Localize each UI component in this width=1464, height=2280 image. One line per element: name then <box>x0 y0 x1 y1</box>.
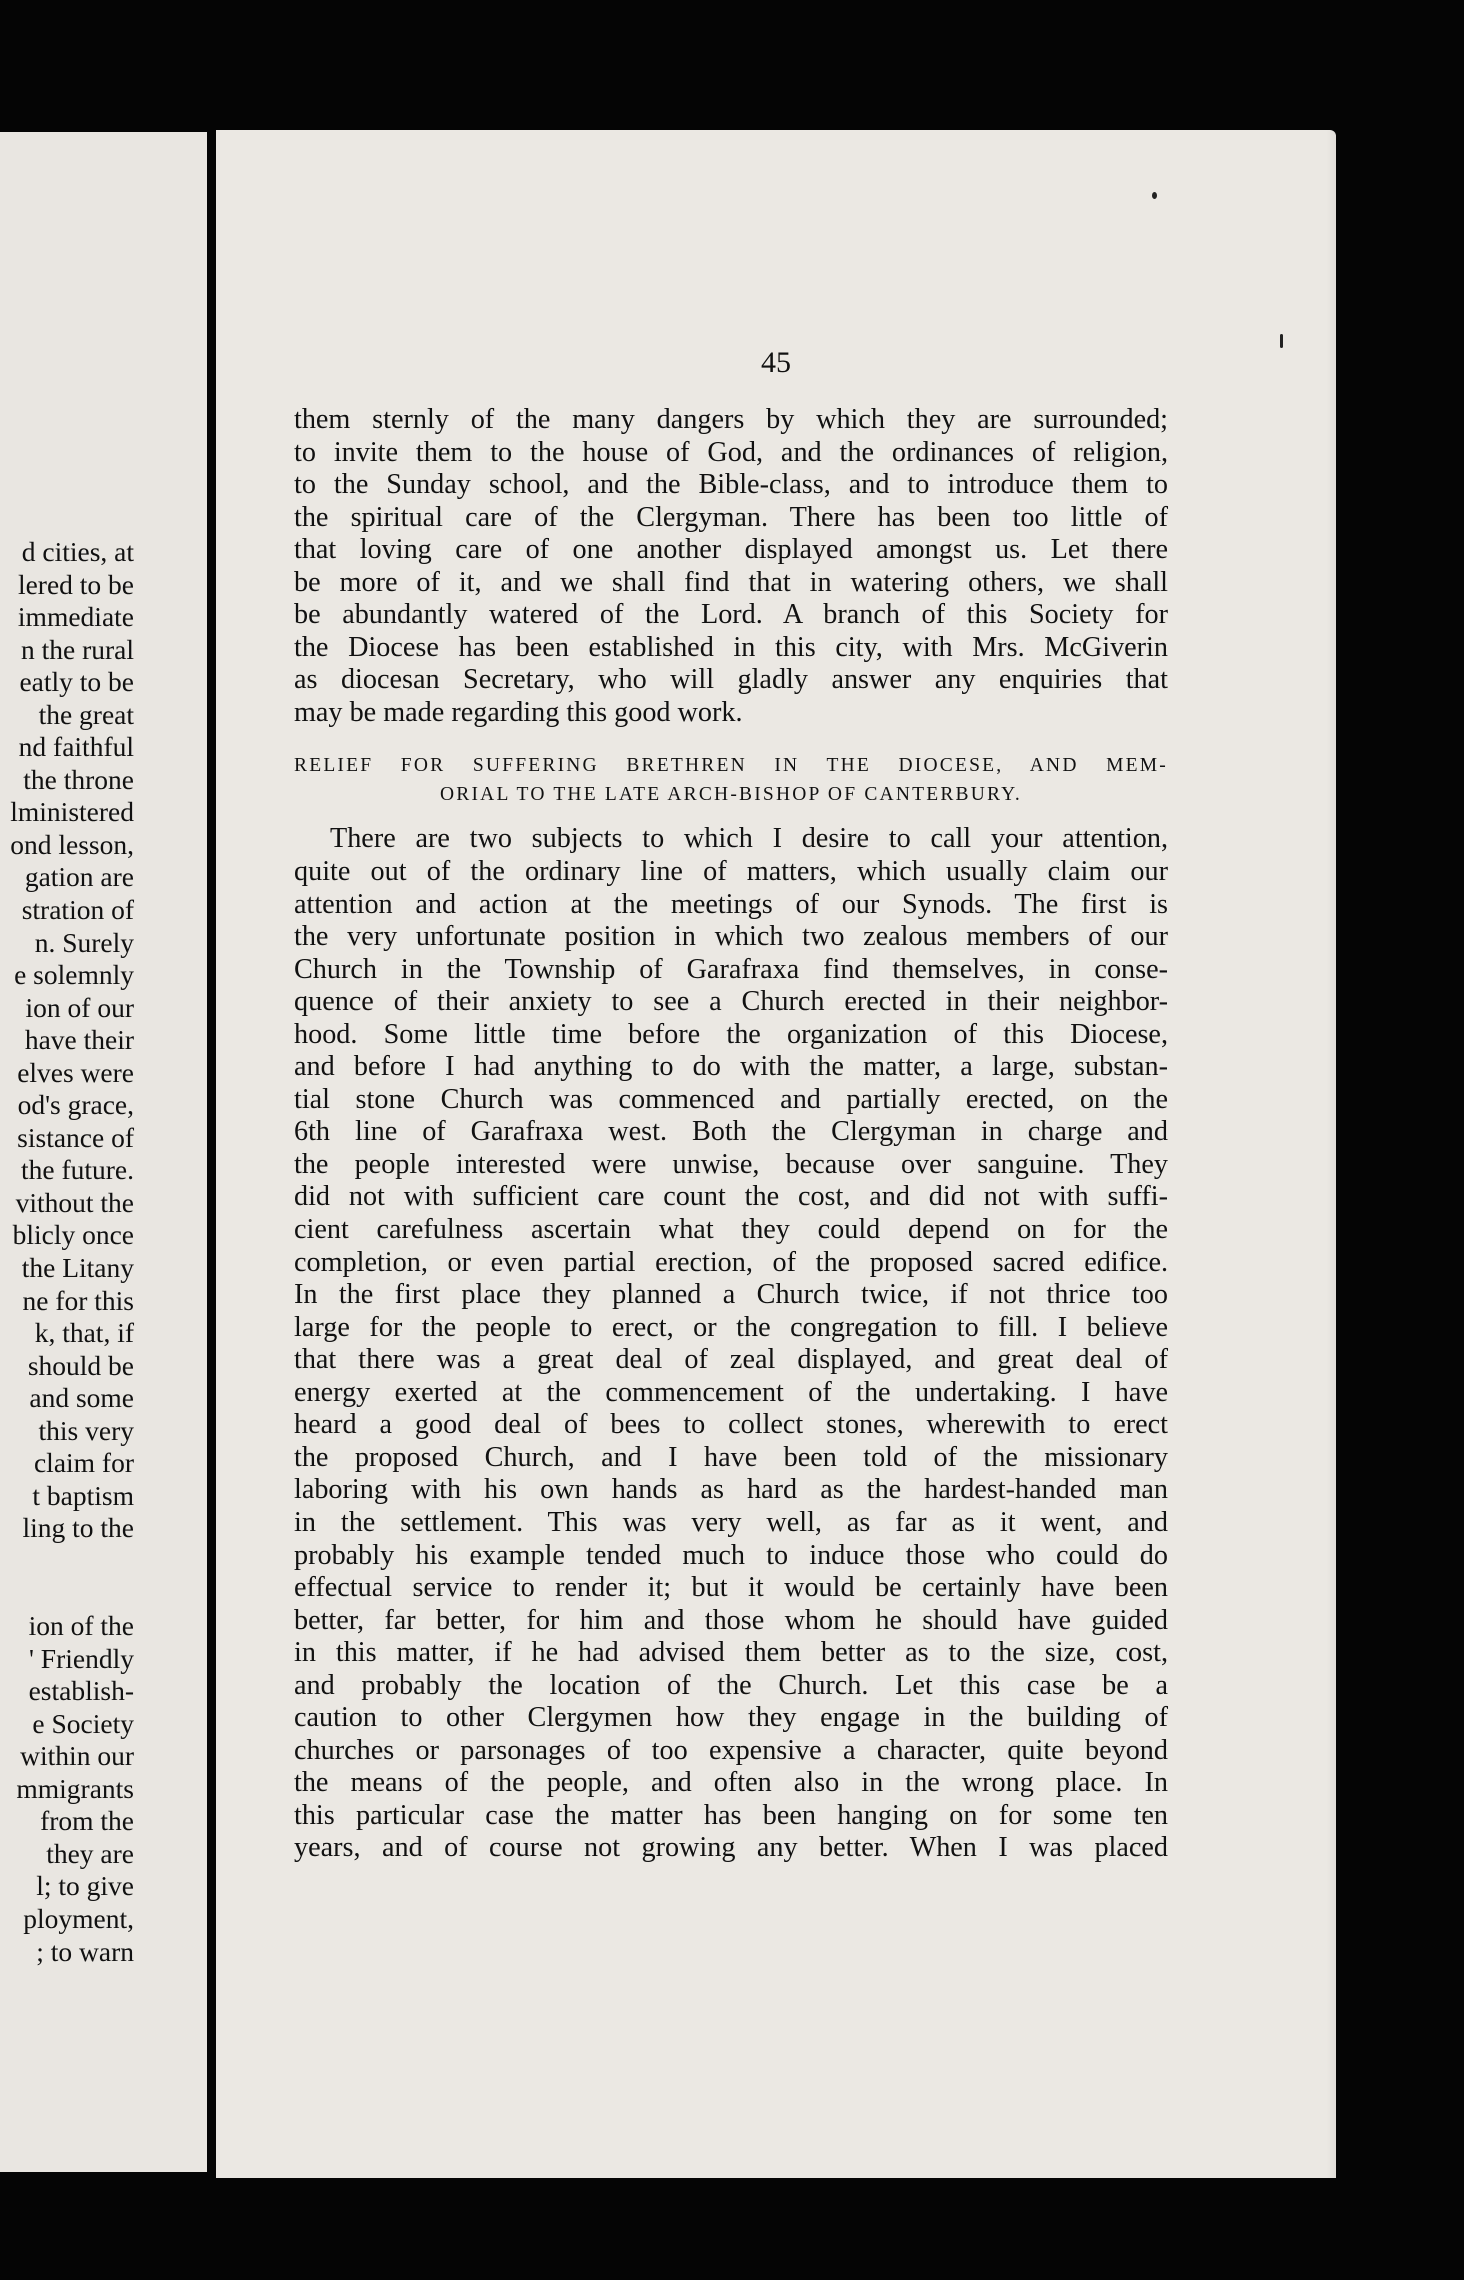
text-line: Church in the Township of Garafraxa find themselves, in conse- <box>294 953 1168 985</box>
text-line: in this matter, if he had advised them better as to the size, cost, <box>294 1637 1168 1669</box>
left-line: vithout the <box>15 1186 134 1218</box>
left-line: the throne <box>23 763 134 795</box>
text-line: to the Sunday school, and the Bible-class, and to introduce them to <box>294 469 1168 501</box>
right-page <box>216 130 1336 2178</box>
left-line: l; to give <box>36 1870 134 1902</box>
text-line: heard a good deal of bees to collect stones, wherewith to erect <box>294 1409 1168 1441</box>
left-line: e solemnly <box>14 959 134 991</box>
text-line: be more of it, and we shall find that in watering others, we shall <box>294 566 1168 598</box>
book-gutter <box>207 132 216 2172</box>
text-line: laboring with his own hands as hard as the hardest-handed man <box>294 1474 1168 1506</box>
text-line: There are two subjects to which I desire to call your attention, <box>330 823 1168 855</box>
text-line: churches or parsonages of too expensive a character, quite beyond <box>294 1734 1168 1766</box>
left-line: lministered <box>10 796 134 828</box>
text-line: the means of the people, and often also in the wrong place. In <box>294 1767 1168 1799</box>
left-line: ' Friendly <box>28 1642 134 1674</box>
left-line: this very <box>38 1414 134 1446</box>
text-line: quite out of the ordinary line of matters, which usually claim our <box>294 856 1168 888</box>
left-line: and some <box>29 1382 134 1414</box>
left-line: n the rural <box>20 633 134 665</box>
heading-line: ORIAL TO THE LATE ARCH-BISHOP OF CANTERBURY. <box>439 784 1022 806</box>
left-line: within our <box>20 1740 134 1772</box>
text-line: and before I had anything to do with the matter, a large, substan- <box>294 1051 1168 1083</box>
text-line: the proposed Church, and I have been told of the missionary <box>294 1441 1168 1473</box>
left-line: ling to the <box>22 1512 134 1544</box>
left-line: d cities, at <box>21 536 134 567</box>
left-line: ion of our <box>25 991 134 1023</box>
left-line: ond lesson, <box>10 828 134 860</box>
text-line: completion, or even partial erection, of the proposed sacred edifice. <box>294 1246 1168 1278</box>
text-line: the people interested were unwise, because over sanguine. They <box>294 1148 1168 1180</box>
left-line: sistance of <box>17 1121 134 1153</box>
left-line: elves were <box>17 1056 134 1088</box>
left-line: eatly to be <box>19 666 134 698</box>
text-line: tial stone Church was commenced and partially erected, on the <box>294 1083 1168 1115</box>
dust-speck <box>1152 192 1157 199</box>
left-line: the future. <box>20 1154 134 1186</box>
text-line: better, far better, for him and those whom he should have guided <box>294 1604 1168 1636</box>
left-line: ployment, <box>23 1902 134 1934</box>
left-line: lered to be <box>17 568 134 600</box>
left-line: ion of the <box>28 1610 134 1642</box>
text-line: that loving care of one another displayed amongst us. Let there <box>294 534 1168 566</box>
text-line: caution to other Clergymen how they engage in the building of <box>294 1702 1168 1734</box>
text-line: them sternly of the many dangers by which they are surrounded; <box>294 404 1168 435</box>
text-line: cient carefulness ascertain what they could depend on for the <box>294 1214 1168 1246</box>
left-page <box>0 132 207 2172</box>
text-line: years, and of course not growing any better. When I was placed <box>294 1832 1168 1864</box>
left-line: the Litany <box>21 1252 134 1284</box>
text-line: did not with sufficient care count the cost, and did not with suffi- <box>294 1181 1168 1213</box>
text-line: be abundantly watered of the Lord. A branch of this Society for <box>294 599 1168 631</box>
text-line: In the first place they planned a Church twice, if not thrice too <box>294 1279 1168 1311</box>
left-line: ; to warn <box>36 1935 134 1967</box>
left-line: gation are <box>24 861 134 893</box>
page-number: 45 <box>761 346 791 379</box>
text-line: the spiritual care of the Clergyman. There has been too little of <box>294 501 1168 533</box>
text-line: the Diocese has been established in this city, with Mrs. McGiverin <box>294 631 1168 663</box>
left-line: nd faithful <box>18 731 134 763</box>
section-heading <box>294 751 1168 809</box>
text-line: 6th line of Garafraxa west. Both the Clergyman in charge and <box>294 1116 1168 1148</box>
left-line: immediate <box>17 601 134 633</box>
left-line: t baptism <box>32 1479 134 1511</box>
page-edge-shadow <box>1326 130 1336 2178</box>
text-line: in the settlement. This was very well, as far as it went, and <box>294 1506 1168 1538</box>
left-line: od's grace, <box>17 1089 134 1121</box>
text-line: large for the people to erect, or the congregation to fill. I believe <box>294 1311 1168 1343</box>
left-line: establish- <box>28 1675 134 1707</box>
text-line: and probably the location of the Church. Let this case be a <box>294 1669 1168 1701</box>
text-line: to invite them to the house of God, and the ordinances of religion, <box>294 436 1168 468</box>
text-line: as diocesan Secretary, who will gladly answer any enquiries that <box>294 664 1168 696</box>
text-line: energy exerted at the commencement of the undertaking. I have <box>294 1376 1168 1408</box>
text-line: this particular case the matter has been hanging on for some ten <box>294 1799 1168 1831</box>
left-line: the great <box>38 698 134 730</box>
left-line: ne for this <box>22 1284 134 1316</box>
left-line: stration of <box>21 894 134 926</box>
text-line: quence of their anxiety to see a Church erected in their neighbor- <box>294 986 1168 1018</box>
left-line: from the <box>40 1805 134 1837</box>
heading-line: RELIEF FOR SUFFERING BRETHREN IN THE DIOCESE, AND MEM- <box>294 755 1168 777</box>
text-line: that there was a great deal of zeal displayed, and great deal of <box>294 1344 1168 1376</box>
left-line: they are <box>46 1837 134 1869</box>
left-line: e Society <box>32 1707 134 1739</box>
text-line: attention and action at the meetings of our Synods. The first is <box>294 888 1168 920</box>
paragraph <box>294 404 1168 729</box>
paragraph <box>294 823 1168 1865</box>
left-line: mmigrants <box>16 1772 134 1804</box>
left-line: n. Surely <box>34 926 134 958</box>
left-line: k, that, if <box>34 1317 134 1349</box>
text-line: hood. Some little time before the organization of this Diocese, <box>294 1018 1168 1050</box>
text-line: probably his example tended much to induce those who could do <box>294 1539 1168 1571</box>
left-line: have their <box>24 1024 134 1056</box>
page-body <box>294 404 1168 1865</box>
text-line: may be made regarding this good work. <box>294 696 743 728</box>
left-line: blicly once <box>12 1219 134 1251</box>
text-line: effectual service to render it; but it would be certainly have been <box>294 1572 1168 1604</box>
text-line: the very unfortunate position in which two zealous members of our <box>294 921 1168 953</box>
left-page-text <box>0 536 134 1968</box>
left-line: claim for <box>33 1447 134 1479</box>
left-line: should be <box>27 1349 134 1381</box>
